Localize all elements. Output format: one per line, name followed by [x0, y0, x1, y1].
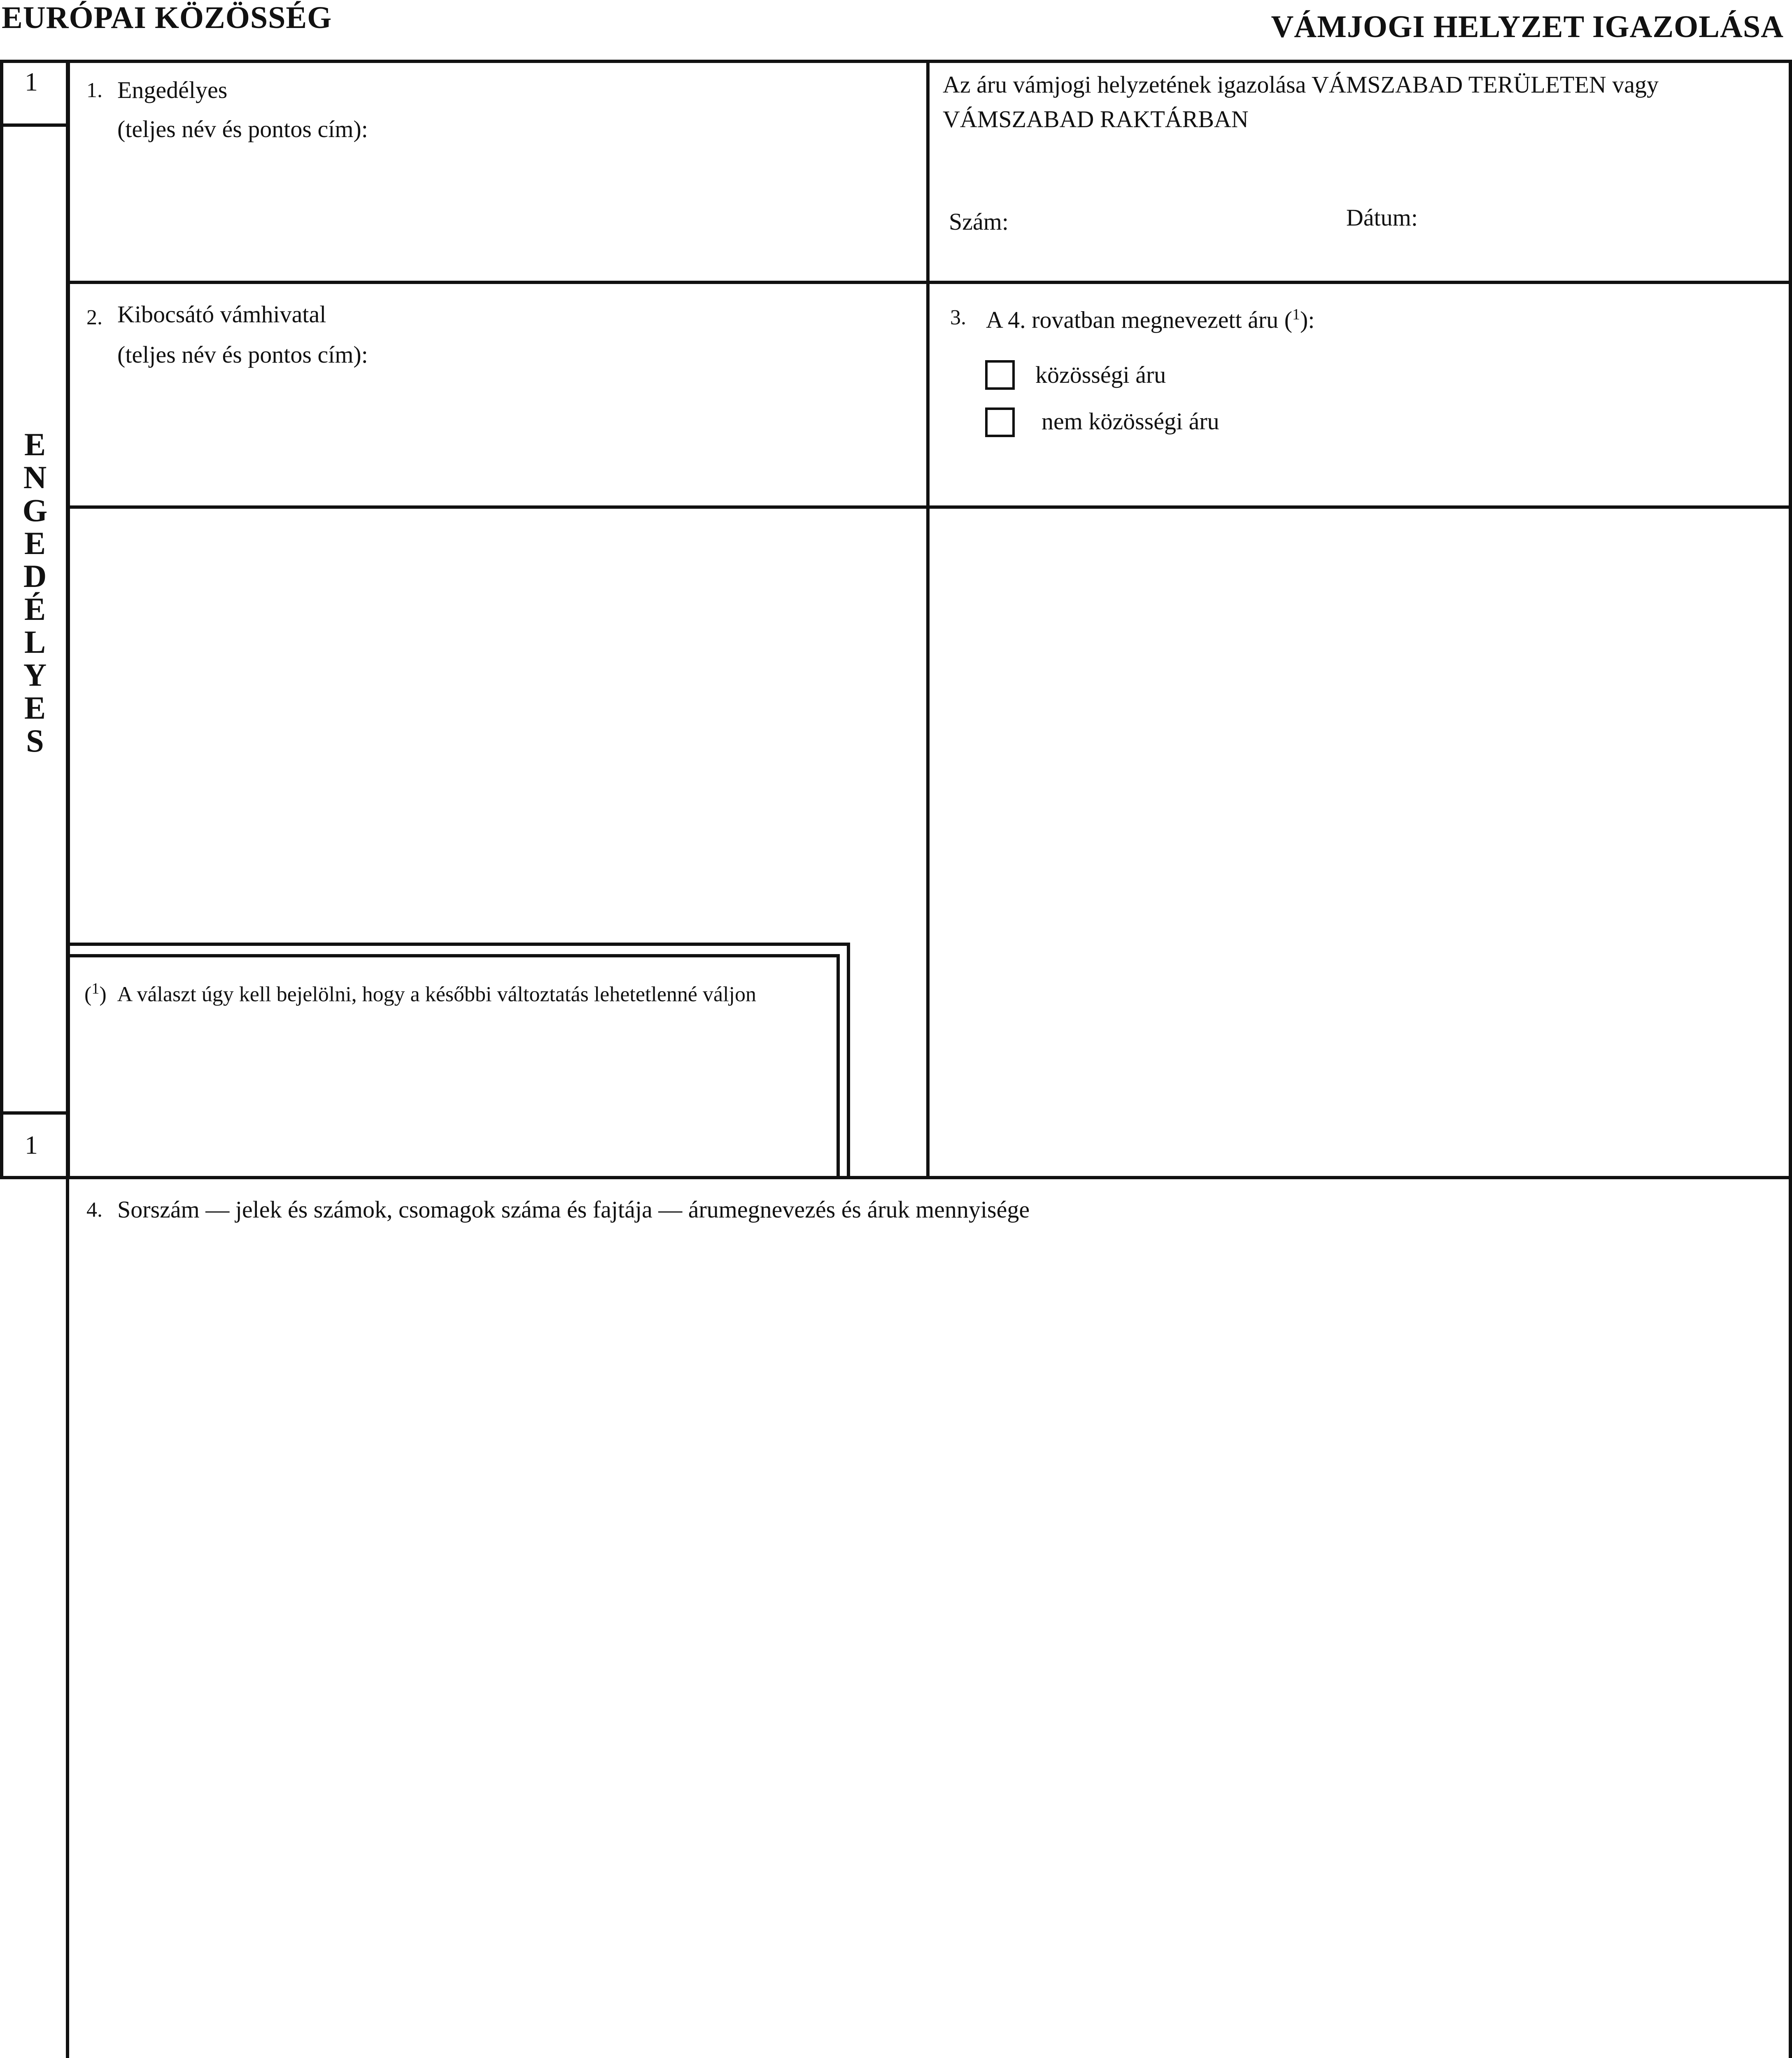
- box-3-title: A 4. rovatban megnevezett áru ($^1$):: [986, 306, 1315, 333]
- copy-number-top: 1: [25, 67, 38, 96]
- side-label-letter: Y: [23, 657, 47, 693]
- checkbox-community-goods[interactable]: [985, 360, 1015, 390]
- box-1-title: Engedélyes: [117, 77, 228, 103]
- upper-grid-row-divider-2: [66, 505, 1792, 509]
- box-2-subtitle: (teljes név és pontos cím):: [117, 341, 368, 368]
- side-label-letter: N: [23, 459, 47, 495]
- box-4-title: Sorszám — jelek és számok, csomagok száma és fajtája — árumegnevezés és áruk mennyisége: [117, 1196, 1030, 1223]
- upper-grid-center-divider: [926, 60, 930, 1179]
- certificate-header-line1: Az áru vámjogi helyzetének igazolása VÁMSZABAD TERÜLETEN vagy: [943, 71, 1659, 98]
- certificate-header-line2: VÁMSZABAD RAKTÁRBAN: [943, 106, 1249, 133]
- side-label-engedelyes: [19, 428, 51, 757]
- checkbox-non-community-goods[interactable]: [985, 407, 1015, 437]
- footnote-text: ($^1$) A választ úgy kell bejelölni, hogy a későbbi változtatás lehetetlenné váljon: [84, 980, 756, 1006]
- box-3-number: 3.: [950, 306, 966, 329]
- copy-number-bottom: 1: [25, 1130, 38, 1159]
- box-2-number: 2.: [86, 306, 103, 329]
- side-label-letter: G: [22, 492, 48, 528]
- box-2-title: Kibocsátó vámhivatal: [117, 301, 326, 328]
- side-label-letter: S: [26, 723, 44, 759]
- side-label-letter: E: [24, 426, 46, 462]
- certificate-number-label[interactable]: Szám:: [949, 208, 1009, 235]
- certificate-date-label[interactable]: Dátum:: [1346, 204, 1418, 231]
- box-4-number: 4.: [86, 1198, 103, 1222]
- side-label-letter: E: [24, 690, 46, 726]
- side-label-letter: L: [24, 624, 46, 660]
- side-label-letter: É: [24, 591, 46, 627]
- side-label-letter: D: [23, 558, 47, 594]
- header-right-title: VÁMJOGI HELYZET IGAZOLÁSA: [1271, 9, 1784, 44]
- upper-grid-row-divider-1: [66, 281, 1792, 284]
- header-left-title: EURÓPAI KÖZÖSSÉG: [2, 0, 332, 35]
- option-non-community-goods-label: nem közösségi áru: [1042, 408, 1219, 435]
- copy-marker-divider-bottom: [0, 1111, 70, 1115]
- box-4-goods-description[interactable]: [66, 1176, 1792, 2058]
- option-community-goods-label: közösségi áru: [1035, 361, 1166, 388]
- box-1-number: 1.: [86, 79, 103, 102]
- box-1-subtitle: (teljes név és pontos cím):: [117, 116, 368, 142]
- side-label-letter: E: [24, 525, 46, 561]
- copy-marker-divider-top: [0, 123, 70, 127]
